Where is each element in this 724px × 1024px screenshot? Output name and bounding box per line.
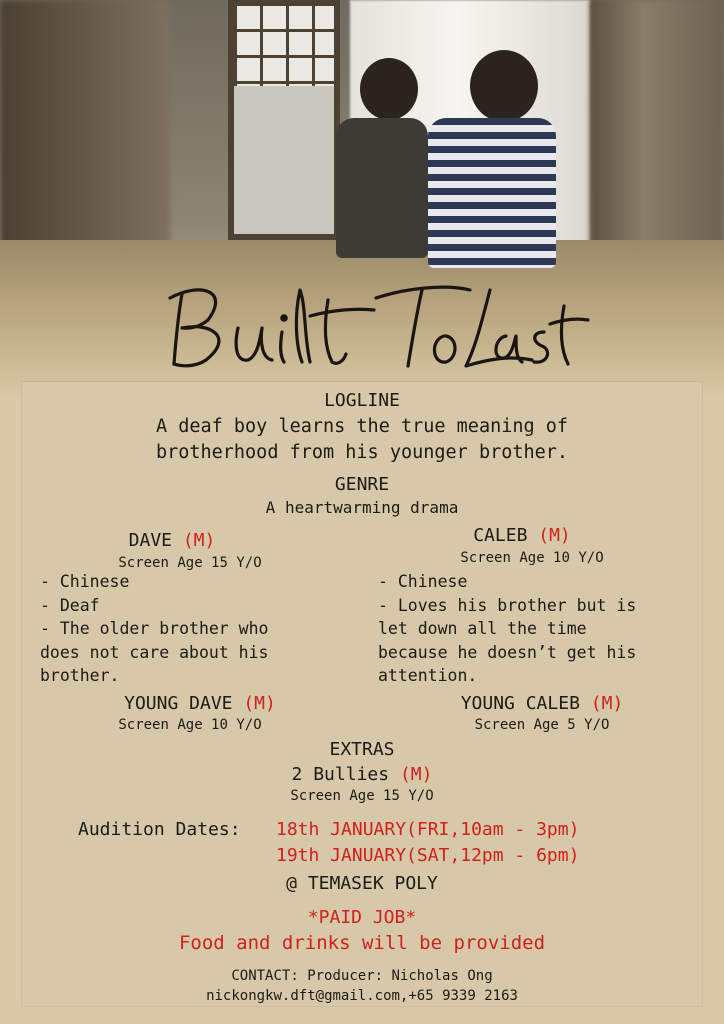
audition-venue: @ TEMASEK POLY xyxy=(286,873,438,894)
logline-line-1: A deaf boy learns the true meaning of xyxy=(155,416,569,437)
photo-boy-right xyxy=(420,50,565,275)
role-caleb-heading xyxy=(452,525,592,546)
extras-gender: (M) xyxy=(399,764,433,785)
role-young-dave-gender: (M) xyxy=(243,693,276,714)
role-dave-name: DAVE xyxy=(128,530,172,551)
poster-title-lettering xyxy=(160,276,590,376)
role-young-caleb-age: Screen Age 5 Y/O xyxy=(474,717,610,733)
role-young-caleb-heading xyxy=(422,693,662,714)
role-dave-line: brother. xyxy=(40,666,120,685)
logline-text xyxy=(22,414,702,466)
role-dave-line: - Deaf xyxy=(40,595,100,615)
photo-boy-left xyxy=(330,58,430,268)
logline-line-2: brotherhood from his younger brother. xyxy=(155,442,569,463)
role-dave-description xyxy=(40,570,360,688)
role-young-dave-heading xyxy=(80,693,320,714)
role-young-dave-name: YOUNG DAVE xyxy=(124,693,233,714)
extras-age: Screen Age 15 Y/O xyxy=(290,788,434,804)
contact-producer: CONTACT: Producer: Nicholas Ong xyxy=(231,968,493,984)
poster-title xyxy=(0,276,724,376)
role-young-caleb-name: YOUNG CALEB xyxy=(460,693,580,714)
paid-job-notice: *PAID JOB* xyxy=(307,907,417,928)
role-caleb-line: because he doesn’t get his xyxy=(378,642,637,662)
extras-heading: EXTRAS xyxy=(329,739,395,760)
role-caleb-description xyxy=(378,570,702,688)
role-young-dave-age: Screen Age 10 Y/O xyxy=(118,717,262,733)
role-dave-line: - Chinese xyxy=(40,572,130,591)
role-caleb-gender: (M) xyxy=(538,525,571,546)
role-dave-line: - The older brother who xyxy=(40,619,269,638)
role-dave-line: does not care about his xyxy=(40,642,269,662)
genre-text: A heartwarming drama xyxy=(265,498,459,517)
audition-date-2: 19th JANUARY(SAT,12pm - 6pm) xyxy=(276,845,580,866)
info-panel xyxy=(22,382,702,1006)
audition-label: Audition Dates: xyxy=(78,819,241,840)
contact-details[interactable]: nickongkw.dft@gmail.com,+65 9339 2163 xyxy=(206,988,518,1004)
logline-heading: LOGLINE xyxy=(324,390,400,411)
extras-name: 2 Bullies xyxy=(291,764,390,785)
role-caleb-age: Screen Age 10 Y/O xyxy=(460,550,604,566)
role-caleb-line: let down all the time xyxy=(378,619,587,638)
food-notice: Food and drinks will be provided xyxy=(178,932,546,954)
photo-shoji-door xyxy=(228,0,340,240)
role-young-caleb-gender: (M) xyxy=(590,693,624,714)
role-dave-gender: (M) xyxy=(182,530,216,551)
role-dave-heading xyxy=(112,530,232,551)
extras-role xyxy=(22,764,702,785)
role-caleb-name: CALEB xyxy=(473,525,528,546)
audition-date-1: 18th JANUARY(FRI,10am - 3pm) xyxy=(276,819,580,840)
role-caleb-line: attention. xyxy=(378,666,478,685)
role-dave-age: Screen Age 15 Y/O xyxy=(118,555,262,571)
role-caleb-line: - Chinese xyxy=(378,572,468,591)
genre-heading: GENRE xyxy=(334,474,390,495)
role-caleb-line: - Loves his brother but is xyxy=(378,595,637,615)
